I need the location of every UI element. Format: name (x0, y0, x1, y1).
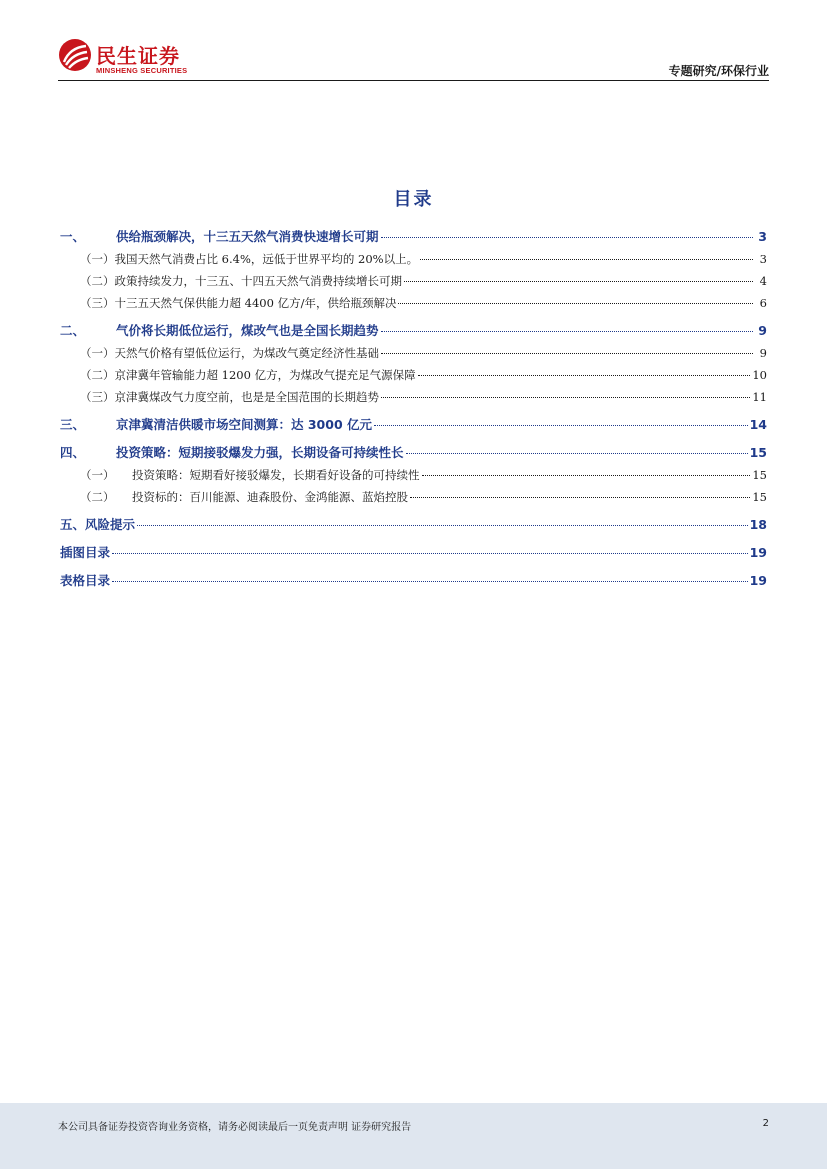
toc-entry-number: 四、 (60, 445, 86, 460)
toc-entry-number: 二、 (60, 323, 86, 338)
toc-entry-label: 投资策略：短期接驳爆发力强，长期设备可持续性长 (116, 445, 404, 460)
toc-entry-page: 9 (758, 323, 767, 338)
toc-section-entry[interactable] (60, 514, 767, 536)
toc-subsection-entry[interactable] (60, 464, 767, 486)
toc-entry-label: 京津冀年管输能力超 1200 亿方，为煤改气提充足气源保障 (114, 368, 416, 382)
toc-entry-page: 9 (759, 346, 767, 360)
toc-entry-number: （二） (80, 490, 115, 504)
toc-entry-page: 15 (752, 468, 767, 482)
toc-dot-leader (422, 475, 751, 476)
toc-entry-page: 4 (759, 274, 767, 288)
toc-dot-leader (404, 281, 753, 282)
toc-subsection-entry[interactable] (60, 248, 767, 270)
page-header (0, 0, 827, 82)
toc-entry-label: 政策持续发力，十三五、十四五天然气消费持续增长可期 (114, 274, 402, 288)
toc-dot-leader (381, 397, 750, 398)
toc-entry-number: （三） (80, 296, 115, 310)
toc-dot-leader (406, 453, 748, 454)
toc-subsection-entry[interactable] (60, 386, 767, 408)
toc-entry-number: （一） (80, 346, 115, 360)
toc-entry-number: （一） (80, 252, 115, 266)
toc-dot-leader (381, 331, 753, 332)
toc-entry-page: 14 (749, 417, 767, 432)
toc-entry-label: 气价将长期低位运行，煤改气也是全国长期趋势 (116, 323, 379, 338)
toc-entry-page: 10 (752, 368, 767, 382)
footer-disclaimer: 本公司具备证券投资咨询业务资格，请务必阅读最后一页免责声明 证券研究报告 (58, 1122, 412, 1133)
logo-chinese-name: 民生证券 (96, 44, 180, 68)
toc-title: 目录 (393, 189, 434, 210)
toc-entry-page: 3 (758, 229, 767, 244)
page-footer (0, 1103, 827, 1169)
table-of-contents (60, 226, 767, 592)
toc-entry-page: 19 (749, 573, 767, 588)
toc-entry-label: 插图目录 (60, 545, 111, 560)
toc-subsection-entry[interactable] (60, 270, 767, 292)
toc-subsection-entry[interactable] (60, 342, 767, 364)
toc-dot-leader (398, 303, 753, 304)
toc-dot-leader (137, 525, 748, 526)
toc-entry-label: 十三五天然气保供能力超 4400 亿方/年，供给瓶颈解决 (114, 296, 397, 310)
toc-dot-leader (112, 553, 748, 554)
toc-entry-page: 15 (749, 445, 767, 460)
toc-dot-leader (410, 497, 750, 498)
toc-dot-leader (418, 375, 751, 376)
toc-entry-label: 投资标的：百川能源、迪森股份、金鸿能源、蓝焰控股 (132, 490, 408, 504)
toc-section-entry[interactable] (60, 414, 767, 436)
toc-entry-number: 三、 (60, 417, 86, 432)
document-category: 专题研究/环保行业 (668, 64, 769, 78)
toc-section-entry[interactable] (60, 442, 767, 464)
toc-entry-label: 京津冀清洁供暖市场空间测算：达 3000 亿元 (116, 417, 372, 432)
toc-subsection-entry[interactable] (60, 486, 767, 508)
toc-section-entry[interactable] (60, 226, 767, 248)
page-number: 2 (762, 1118, 769, 1129)
toc-entry-label: 京津冀煤改气力度空前，也是是全国范围的长期趋势 (114, 390, 379, 404)
toc-entry-page: 3 (759, 252, 767, 266)
toc-section-entry[interactable] (60, 320, 767, 342)
toc-entry-label: 表格目录 (60, 573, 111, 588)
header-divider (58, 80, 769, 81)
toc-entry-page: 6 (759, 296, 767, 310)
toc-entry-label: 投资策略：短期看好接驳爆发，长期看好设备的可持续性 (132, 468, 420, 482)
logo-english-name: MINSHENG SECURITIES (96, 66, 188, 75)
minsheng-logo-icon (58, 38, 92, 72)
toc-entry-number: （二） (80, 274, 115, 288)
minsheng-logo (58, 38, 208, 78)
toc-entry-label: 五、风险提示 (60, 517, 136, 532)
toc-subsection-entry[interactable] (60, 364, 767, 386)
toc-entry-number: （二） (80, 368, 115, 382)
toc-section-entry[interactable] (60, 570, 767, 592)
toc-entry-label: 供给瓶颈解决，十三五天然气消费快速增长可期 (116, 229, 379, 244)
toc-entry-number: 一、 (60, 229, 86, 244)
toc-entry-page: 18 (749, 517, 767, 532)
toc-dot-leader (112, 581, 748, 582)
toc-section-entry[interactable] (60, 542, 767, 564)
toc-dot-leader (374, 425, 748, 426)
toc-entry-page: 11 (752, 390, 767, 404)
toc-entry-number: （一） (80, 468, 115, 482)
toc-entry-label: 我国天然气消费占比 6.4%，远低于世界平均的 20%以上。 (114, 252, 419, 266)
toc-dot-leader (381, 237, 753, 238)
toc-entry-number: （三） (80, 390, 115, 404)
toc-entry-label: 天然气价格有望低位运行，为煤改气奠定经济性基础 (114, 346, 379, 360)
toc-entry-page: 15 (752, 490, 767, 504)
toc-dot-leader (381, 353, 753, 354)
toc-subsection-entry[interactable] (60, 292, 767, 314)
toc-entry-page: 19 (749, 545, 767, 560)
toc-dot-leader (420, 259, 753, 260)
